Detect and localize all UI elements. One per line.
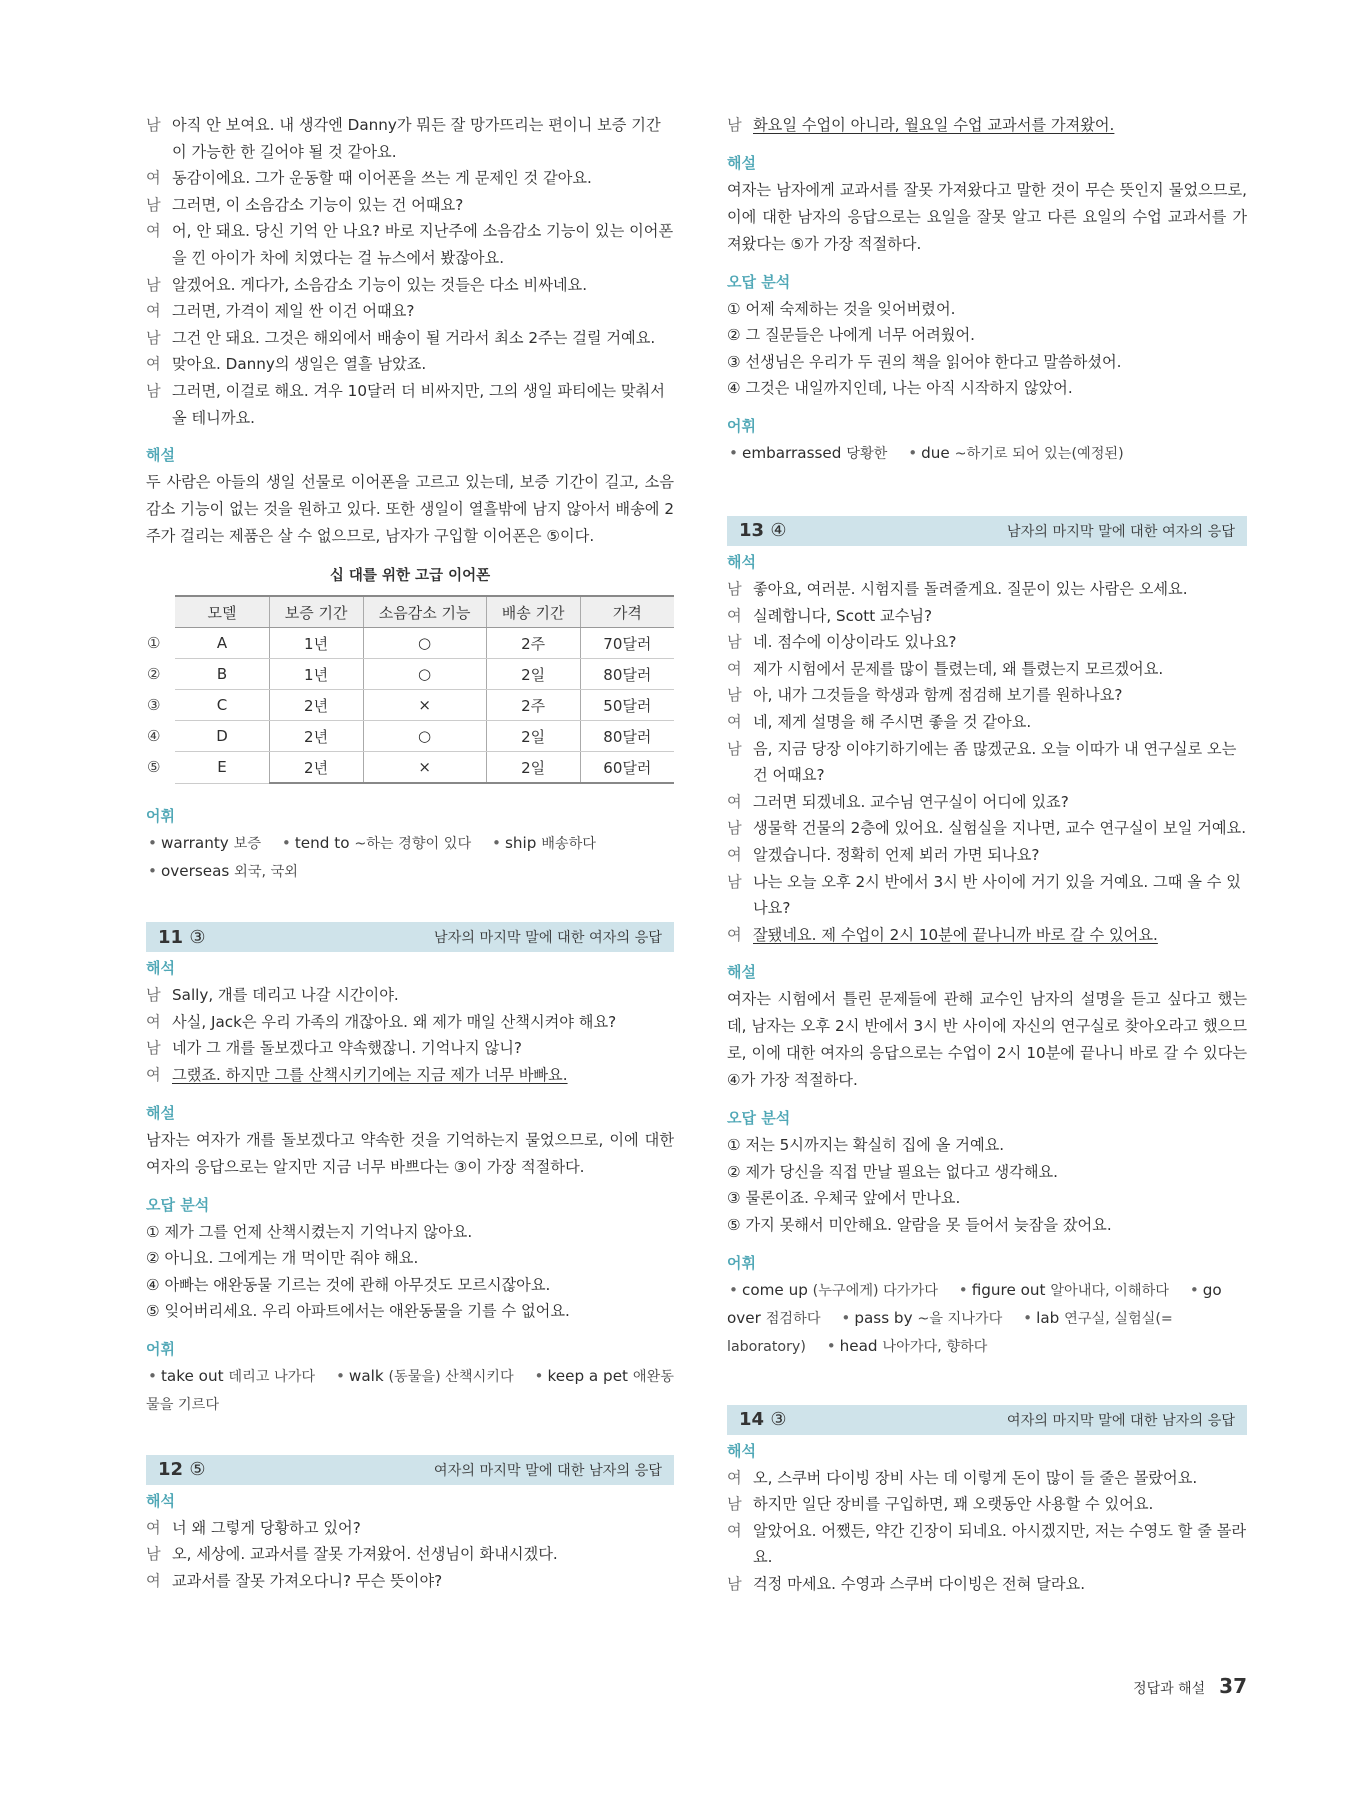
- question-number: 11: [158, 926, 184, 948]
- dialog-q14: [727, 1465, 1247, 1598]
- dialog-text: 제가 시험에서 문제를 많이 틀렸는데, 왜 틀렸는지 모르겠어요.: [753, 659, 1164, 678]
- dialog-line: [146, 165, 674, 192]
- dialog-text: 아직 안 보여요. 내 생각엔 Danny가 뭐든 잘 망가뜨리는 편이니 보증 기간이 가능한 한 길어야 될 것 같아요.: [172, 116, 661, 161]
- table-cell: ○: [363, 659, 486, 690]
- speaker-label: 남: [146, 328, 161, 347]
- speaker-label: 남: [146, 275, 161, 294]
- question-11-bar: [146, 922, 674, 952]
- speaker-label: 여: [146, 302, 161, 321]
- dialog-text: 사실, Jack은 우리 가족의 개잖아요. 왜 제가 매일 산책시켜야 해요?: [172, 1012, 617, 1031]
- vocab-item: [727, 1281, 938, 1299]
- vocab-heading: 어휘: [727, 416, 756, 435]
- wrong-options: [146, 1219, 674, 1325]
- wrong-option: ① 저는 5시까지는 확실히 집에 올 거예요.: [727, 1136, 1005, 1155]
- dialog-line: [727, 869, 1247, 922]
- translation-heading: 해석: [727, 1441, 756, 1460]
- speaker-label: 여: [727, 792, 742, 811]
- bullet-icon: •: [281, 834, 291, 853]
- dialog-text: 그러면, 이걸로 해요. 겨우 10달러 더 비싸지만, 그의 생일 파티에는 맞춰서 올 테니까요.: [172, 381, 665, 427]
- table-cell: 2년: [269, 752, 363, 784]
- table-row: [146, 721, 674, 752]
- bullet-icon: •: [491, 834, 501, 853]
- dialog-line: [727, 682, 1247, 709]
- dialog-line: [727, 1491, 1247, 1518]
- table-cell: 1년: [269, 659, 363, 690]
- question-13-bar: [727, 516, 1247, 546]
- wrong-option: ④ 아빠는 애완동물 기르는 것에 관해 아무것도 모르시잖아요.: [146, 1275, 551, 1294]
- explanation-text: 남자는 여자가 개를 돌보겠다고 약속한 것을 기억하는지 물었으므로, 이에 대한 여자의 응답으로는 알지만 지금 너무 바쁘다는 ③이 가장 적절하다.: [146, 1130, 674, 1176]
- explanation-text: 여자는 남자에게 교과서를 잘못 가져왔다고 말한 것이 무슨 뜻인지 물었으므로, 이에 대한 남자의 응답으로는 요일을 잘못 알고 다른 요일의 수업 교과서를 가져왔다는 ⑤가 가장 적절하다.: [727, 180, 1247, 253]
- vocab-word: go over: [727, 1280, 1222, 1327]
- dialog-text: 실례합니다, Scott 교수님?: [753, 606, 933, 625]
- table-header: 소음감소 기능: [363, 596, 486, 628]
- dialog-line: [146, 1541, 674, 1568]
- dialog-line: [146, 1062, 674, 1089]
- translation-heading: 해석: [146, 959, 175, 978]
- vocab-item: [490, 834, 596, 852]
- answer-mark: ③: [189, 926, 206, 948]
- vocab-item: [839, 1309, 1002, 1327]
- table-cell: 1년: [269, 628, 363, 659]
- dialog-line: [727, 1571, 1247, 1598]
- vocab-meaning: 알아내다, 이해하다: [1050, 1282, 1169, 1299]
- bullet-icon: •: [908, 443, 918, 462]
- speaker-label: 남: [146, 381, 161, 400]
- vocab-word: warranty: [160, 834, 229, 853]
- translation-heading: 해석: [727, 552, 756, 571]
- vocab-item: [280, 834, 471, 852]
- table-cell: 2일: [486, 659, 580, 690]
- dialog-text: 너 왜 그렇게 당황하고 있어?: [172, 1518, 361, 1537]
- vocab-word: pass by: [854, 1308, 913, 1327]
- dialog-text: 네, 제게 설명을 해 주시면 좋을 것 같아요.: [753, 712, 1032, 731]
- table-cell: 80달러: [580, 659, 674, 690]
- speaker-label: 남: [727, 1495, 742, 1514]
- table-header: 보증 기간: [269, 596, 363, 628]
- vocab-meaning: 애완동물을 기르다: [146, 1368, 674, 1413]
- option-number: ④: [146, 721, 175, 752]
- question-type: 남자의 마지막 말에 대한 여자의 응답: [1006, 523, 1235, 540]
- dialog-line: [146, 1035, 674, 1062]
- vocab-word: overseas: [160, 862, 230, 881]
- dialog-line: [146, 112, 674, 165]
- speaker-label: 남: [727, 633, 742, 652]
- vocab-word: tend to: [294, 834, 350, 853]
- speaker-label: 여: [146, 355, 161, 374]
- vocab-item: [334, 1367, 514, 1385]
- dialog-line: [146, 1515, 674, 1542]
- vocab-meaning: 연구실, 실험실(= laboratory): [727, 1310, 1173, 1355]
- table-cell: A: [175, 628, 269, 659]
- dialog-q12: [146, 1515, 674, 1595]
- translation-heading: 해석: [146, 1491, 175, 1510]
- speaker-label: 여: [146, 1065, 161, 1084]
- answer-mark: ③: [770, 1409, 787, 1431]
- speaker-label: 남: [727, 819, 742, 838]
- dialog-text: 그러면, 가격이 제일 싼 이건 어때요?: [172, 302, 415, 321]
- vocab-word: lab: [1036, 1308, 1060, 1327]
- table-caption: 십 대를 위한 고급 이어폰: [329, 568, 491, 585]
- speaker-label: 남: [146, 195, 161, 214]
- speaker-label: 여: [727, 712, 742, 731]
- table-cell: 2주: [486, 628, 580, 659]
- dialog-text: 화요일 수업이 아니라, 월요일 수업 교과서를 가져왔어.: [753, 116, 1115, 134]
- dialog-text: 맞아요. Danny의 생일은 열흘 남았죠.: [172, 355, 427, 374]
- speaker-label: 남: [727, 739, 742, 758]
- vocab-meaning: (누구에게) 다가가다: [812, 1282, 938, 1299]
- explanation-text: 두 사람은 아들의 생일 선물로 이어폰을 고르고 있는데, 보증 기간이 길고, 소음감소 기능이 없는 것을 원하고 있다. 또한 생일이 열흘밖에 남지 않아서 배송에 2주가 걸리는 제품은 살 수 없으므로, 남자가 구입할 이어폰은 ⑤이다.: [146, 473, 674, 546]
- bullet-icon: •: [1023, 1308, 1033, 1327]
- dialog-q10-continued: [146, 112, 674, 431]
- vocab-heading: 어휘: [146, 807, 175, 826]
- dialog-line: [727, 1465, 1247, 1492]
- vocab-word: due: [921, 443, 950, 462]
- wrong-option: ② 그 질문들은 나에게 너무 어려웠어.: [727, 326, 975, 345]
- vocab-meaning: 데리고 나가다: [228, 1368, 316, 1385]
- dialog-text: 하지만 일단 장비를 구입하면, 꽤 오랫동안 사용할 수 있어요.: [753, 1495, 1154, 1514]
- vocab-meaning: 보증: [233, 836, 262, 853]
- table-row: [146, 752, 674, 784]
- footer-label: 정답과 해설: [1133, 1681, 1206, 1697]
- wrong-options: [727, 1132, 1247, 1238]
- speaker-label: 여: [146, 1012, 161, 1031]
- dialog-text: 그건 안 돼요. 그것은 해외에서 배송이 될 거라서 최소 2주는 걸릴 거예요.: [172, 328, 656, 347]
- table-cell: 60달러: [580, 752, 674, 784]
- table-cell: C: [175, 690, 269, 721]
- vocab-list: [146, 1363, 674, 1419]
- dialog-line: [727, 603, 1247, 630]
- earphone-table: [146, 595, 674, 784]
- speaker-label: 남: [146, 986, 161, 1005]
- answer-mark: ④: [770, 520, 787, 542]
- bullet-icon: •: [841, 1308, 851, 1327]
- dialog-line: [727, 709, 1247, 736]
- dialog-text: 동감이에요. 그가 운동할 때 이어폰을 쓰는 게 문제인 것 같아요.: [172, 169, 592, 188]
- vocab-word: take out: [160, 1366, 224, 1385]
- table-cell: E: [175, 752, 269, 784]
- speaker-label: 여: [727, 606, 742, 625]
- vocab-item: [957, 1281, 1169, 1299]
- vocab-word: ship: [504, 834, 537, 853]
- explanation-heading: 해설: [146, 1103, 175, 1122]
- speaker-label: 남: [727, 1575, 742, 1594]
- table-cell: ○: [363, 628, 486, 659]
- table-row: [146, 659, 674, 690]
- explanation-heading: 해설: [146, 446, 175, 465]
- question-number: 14: [739, 1409, 765, 1431]
- bullet-icon: •: [1189, 1280, 1199, 1299]
- speaker-label: 여: [727, 1521, 742, 1540]
- speaker-label: 남: [727, 579, 742, 598]
- dialog-line: [727, 576, 1247, 603]
- vocab-word: figure out: [971, 1280, 1046, 1299]
- vocab-item: [906, 444, 1123, 462]
- bullet-icon: •: [534, 1366, 544, 1385]
- vocab-meaning: 점검하다: [765, 1310, 821, 1327]
- speaker-label: 남: [727, 116, 742, 134]
- dialog-text: 그러면 되겠네요. 교수님 연구실이 어디에 있죠?: [753, 792, 1069, 811]
- bullet-icon: •: [148, 1366, 157, 1385]
- dialog-line: [146, 378, 674, 431]
- dialog-text: 오, 스쿠버 다이빙 장비 사는 데 이렇게 돈이 많이 들 줄은 몰랐어요.: [753, 1468, 1198, 1487]
- dialog-text: 나는 오늘 오후 2시 반에서 3시 반 사이에 거기 있을 거예요. 그때 올 수 있나요?: [753, 872, 1241, 918]
- vocab-list: [727, 1277, 1247, 1361]
- option-number: ⑤: [146, 752, 175, 784]
- table-header: 가격: [580, 596, 674, 628]
- vocab-list: [727, 440, 1247, 468]
- dialog-line: [146, 1568, 674, 1595]
- dialog-line: [727, 815, 1247, 842]
- speaker-label: 남: [146, 1039, 161, 1058]
- dialog-text: 생물학 건물의 2층에 있어요. 실험실을 지나면, 교수 연구실이 보일 거예요.: [753, 819, 1247, 838]
- question-number: 13: [739, 520, 765, 542]
- table-header: 모델: [175, 596, 269, 628]
- table-cell: ×: [363, 752, 486, 784]
- wrong-option: ① 제가 그를 언제 산책시켰는지 기억나지 않아요.: [146, 1222, 473, 1241]
- speaker-label: 여: [727, 845, 742, 864]
- bullet-icon: •: [148, 834, 157, 853]
- question-14-bar: [727, 1405, 1247, 1435]
- vocab-word: keep a pet: [547, 1366, 628, 1385]
- dialog-text: 교과서를 잘못 가져오다니? 무슨 뜻이야?: [172, 1572, 443, 1591]
- answer-mark: ⑤: [189, 1459, 206, 1481]
- dialog-text: Sally, 개를 데리고 나갈 시간이야.: [172, 986, 399, 1005]
- table-cell: 2일: [486, 752, 580, 784]
- vocab-word: embarrassed: [741, 443, 842, 462]
- vocab-meaning: 외국, 국외: [234, 864, 298, 881]
- dialog-text: 잘됐네요. 제 수업이 2시 10분에 끝나니까 바로 갈 수 있어요.: [753, 925, 1158, 944]
- wrong-option: ③ 선생님은 우리가 두 권의 책을 읽어야 한다고 말씀하셨어.: [727, 352, 1122, 371]
- vocab-item: [146, 834, 261, 852]
- question-type: 여자의 마지막 말에 대한 남자의 응답: [1006, 1412, 1235, 1429]
- dialog-line: [146, 351, 674, 378]
- dialog-text: 알겠습니다. 정확히 언제 뵈러 가면 되나요?: [753, 845, 1040, 864]
- table-cell: 2년: [269, 690, 363, 721]
- dialog-text: 그러면, 이 소음감소 기능이 있는 건 어때요?: [172, 195, 464, 214]
- wrong-analysis-heading: 오답 분석: [727, 272, 791, 291]
- vocab-item: [146, 1367, 315, 1385]
- speaker-label: 남: [146, 116, 161, 134]
- wrong-option: ③ 물론이죠. 우체국 앞에서 만나요.: [727, 1189, 961, 1208]
- wrong-analysis-heading: 오답 분석: [727, 1109, 791, 1128]
- dialog-line: [727, 112, 1247, 139]
- table-cell: ○: [363, 721, 486, 752]
- bullet-icon: •: [729, 443, 738, 462]
- explanation-heading: 해설: [727, 963, 756, 982]
- dialog-line: [146, 192, 674, 219]
- wrong-option: ⑤ 잊어버리세요. 우리 아파트에서는 애완동물을 기를 수 없어요.: [146, 1302, 570, 1321]
- wrong-option: ① 어제 숙제하는 것을 잊어버렸어.: [727, 299, 956, 318]
- dialog-text: 그랬죠. 하지만 그를 산책시키기에는 지금 제가 너무 바빠요.: [172, 1065, 568, 1084]
- table-cell: 80달러: [580, 721, 674, 752]
- vocab-meaning: ~하는 경향이 있다: [354, 836, 472, 853]
- vocab-meaning: 당황한: [846, 445, 888, 462]
- bullet-icon: •: [335, 1366, 345, 1385]
- dialog-line: [146, 1009, 674, 1036]
- right-column: [727, 112, 1247, 1598]
- vocab-word: head: [839, 1336, 878, 1355]
- question-type: 남자의 마지막 말에 대한 여자의 응답: [433, 930, 662, 947]
- dialog-text: 오, 세상에. 교과서를 잘못 가져왔어. 선생님이 화내시겠다.: [172, 1545, 558, 1564]
- wrong-analysis-heading: 오답 분석: [146, 1195, 210, 1214]
- vocab-meaning: 배송하다: [541, 836, 597, 853]
- explanation-heading: 해설: [727, 153, 756, 172]
- vocab-meaning: ~하기로 되어 있는(예정된): [954, 445, 1124, 462]
- table-cell: 50달러: [580, 690, 674, 721]
- dialog-line: [146, 298, 674, 325]
- dialog-text: 어, 안 돼요. 당신 기억 안 나요? 바로 지난주에 소음감소 기능이 있는 이어폰을 낀 아이가 차에 치였다는 걸 뉴스에서 봤잖아요.: [172, 222, 674, 267]
- dialog-line: [146, 982, 674, 1009]
- speaker-label: 남: [727, 686, 742, 705]
- table-cell: 2주: [486, 690, 580, 721]
- dialog-text: 음, 지금 당장 이야기하기에는 좀 많겠군요. 오늘 이따가 내 연구실로 오는 건 어때요?: [753, 739, 1237, 785]
- vocab-heading: 어휘: [727, 1253, 756, 1272]
- vocab-meaning: 나아가다, 향하다: [882, 1338, 988, 1355]
- option-number: ②: [146, 659, 175, 690]
- bullet-icon: •: [729, 1280, 738, 1299]
- vocab-item: [146, 862, 298, 880]
- speaker-label: 여: [727, 925, 742, 944]
- dialog-line: [727, 736, 1247, 789]
- dialog-line: [146, 218, 674, 271]
- question-12-bar: [146, 1455, 674, 1485]
- question-type: 여자의 마지막 말에 대한 남자의 응답: [433, 1462, 662, 1479]
- vocab-heading: 어휘: [146, 1339, 175, 1358]
- dialog-line: [727, 842, 1247, 869]
- vocab-meaning: ~을 지나가다: [917, 1310, 1003, 1327]
- speaker-label: 여: [146, 222, 161, 241]
- table-row: [146, 690, 674, 721]
- table-cell: B: [175, 659, 269, 690]
- speaker-label: 여: [146, 169, 161, 188]
- dialog-text: 알았어요. 어쨌든, 약간 긴장이 되네요. 아시겠지만, 저는 수영도 할 줄 몰라요.: [753, 1521, 1247, 1567]
- wrong-option: ② 제가 당신을 직접 만날 필요는 없다고 생각해요.: [727, 1162, 1058, 1181]
- vocab-list: [146, 830, 674, 886]
- table-header: 배송 기간: [486, 596, 580, 628]
- speaker-label: 여: [727, 1468, 742, 1487]
- vocab-item: [727, 444, 887, 462]
- speaker-label: 남: [146, 1545, 161, 1564]
- dialog-line: [727, 1518, 1247, 1571]
- dialog-line: [727, 922, 1247, 949]
- wrong-option: ④ 그것은 내일까지인데, 나는 아직 시작하지 않았어.: [727, 379, 1073, 398]
- bullet-icon: •: [958, 1280, 968, 1299]
- vocab-item: [825, 1337, 988, 1355]
- wrong-option: ② 아니요. 그에게는 개 먹이만 줘야 해요.: [146, 1249, 419, 1268]
- table-cell: 2일: [486, 721, 580, 752]
- wrong-options: [727, 296, 1247, 402]
- table-cell: ×: [363, 690, 486, 721]
- option-number: ①: [146, 628, 175, 659]
- dialog-text: 네가 그 개를 돌보겠다고 약속했잖니. 기억나지 않니?: [172, 1039, 522, 1058]
- dialog-line: [727, 629, 1247, 656]
- table-row: [146, 628, 674, 659]
- page-footer: [1133, 1674, 1247, 1698]
- dialog-line: [146, 272, 674, 299]
- dialog-text: 좋아요, 여러분. 시험지를 돌려줄게요. 질문이 있는 사람은 오세요.: [753, 579, 1188, 598]
- dialog-q13: [727, 576, 1247, 948]
- option-number: ③: [146, 690, 175, 721]
- dialog-text: 알겠어요. 게다가, 소음감소 기능이 있는 것들은 다소 비싸네요.: [172, 275, 588, 294]
- question-number: 12: [158, 1459, 184, 1481]
- speaker-label: 여: [146, 1518, 161, 1537]
- dialog-line: [727, 789, 1247, 816]
- vocab-meaning: (동물을) 산책시키다: [388, 1368, 514, 1385]
- dialog-line: [727, 656, 1247, 683]
- bullet-icon: •: [826, 1336, 836, 1355]
- dialog-text: 아, 내가 그것들을 학생과 함께 점검해 보기를 원하나요?: [753, 686, 1123, 705]
- dialog-q11: [146, 982, 674, 1088]
- dialog-line: [146, 325, 674, 352]
- dialog-q12-continued: [727, 112, 1247, 139]
- speaker-label: 여: [146, 1572, 161, 1591]
- page-number: 37: [1219, 1674, 1247, 1698]
- table-cell: D: [175, 721, 269, 752]
- wrong-option: ⑤ 가지 못해서 미안해요. 알람을 못 들어서 늦잠을 잤어요.: [727, 1216, 1112, 1235]
- explanation-text: 여자는 시험에서 틀린 문제들에 관해 교수인 남자의 설명을 듣고 싶다고 했는데, 남자는 오후 2시 반에서 3시 반 사이에 자신의 연구실로 찾아오라고 했으므로, 이에 대한 여자의 응답으로는 수업이 2시 10분에 끝나니 바로 갈 수 있다는 ④가 가장 적절하다.: [727, 990, 1247, 1090]
- vocab-word: come up: [741, 1280, 808, 1299]
- speaker-label: 남: [727, 872, 742, 891]
- dialog-text: 네. 점수에 이상이라도 있나요?: [753, 633, 957, 652]
- speaker-label: 여: [727, 659, 742, 678]
- vocab-word: walk: [348, 1366, 384, 1385]
- dialog-text: 걱정 마세요. 수영과 스쿠버 다이빙은 전혀 달라요.: [753, 1575, 1086, 1594]
- left-column: [146, 112, 674, 1595]
- bullet-icon: •: [148, 862, 157, 881]
- table-cell: 2년: [269, 721, 363, 752]
- table-cell: 70달러: [580, 628, 674, 659]
